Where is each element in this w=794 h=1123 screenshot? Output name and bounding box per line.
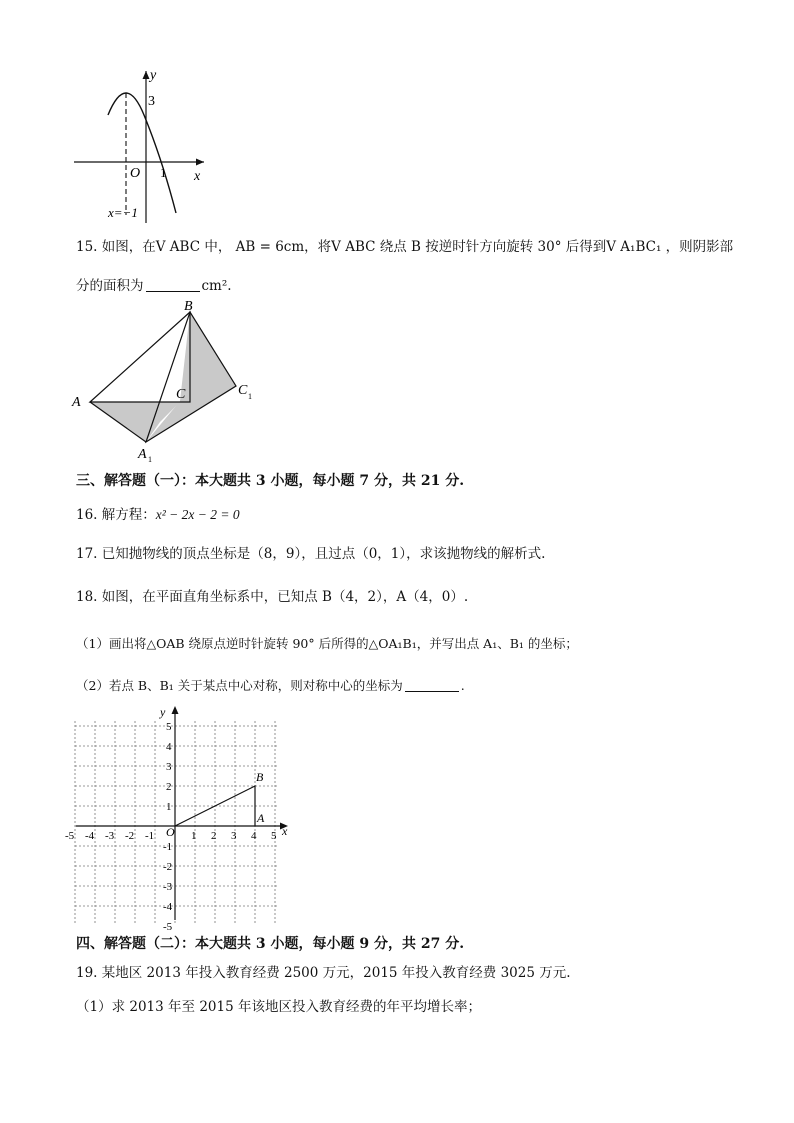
q15-line2: 分的面积为 cm². [76,278,232,294]
label-c1: C [238,383,248,398]
label-a1: A [138,447,147,462]
parabola-figure [70,65,220,227]
y-tick-label: -5 [163,921,173,933]
q18-intro: 18. 如图，在平面直角坐标系中，已知点 B（4，2），A（4，0）. [76,589,469,605]
y-tick-label: 1 [166,801,172,813]
grid-point-a: A [257,811,265,825]
q18-part2: （2）若点 B、B₁ 关于某点中心对称，则对称中心的坐标为 . [76,678,465,693]
fig1-root-label: 1 [160,165,167,180]
y-tick-label: -4 [163,901,173,913]
fig1-y-label: y [150,68,157,83]
x-tick-label: 1 [191,830,197,842]
y-tick-label: 3 [166,761,172,773]
x-axis-arrow [196,159,204,166]
rotation-figure [68,298,268,463]
coordinate-grid [65,704,295,933]
fig1-x-label: x [194,169,201,184]
y-tick-label: -2 [163,861,173,873]
y-tick-label: -1 [163,841,173,853]
x-tick-label: 2 [211,830,217,842]
fig1-origin-label: O [130,166,141,181]
section-3-heading: 三、解答题（一）：本大题共 3 小题，每小题 7 分，共 21 分. [76,473,465,489]
x-tick-label: 5 [271,830,277,842]
q15-answer-blank[interactable] [146,277,200,292]
y-tick-label: 5 [166,721,172,733]
x-tick-label: 4 [251,830,257,842]
label-b: B [184,299,193,314]
grid-lines [75,721,277,923]
grid-y-label: y [160,705,166,719]
label-c: C [176,387,186,402]
x-tick-label: -1 [145,830,155,842]
label-a1-sub: 1 [148,455,152,464]
grid-origin-label: O [166,825,175,839]
x-tick-label: -2 [125,830,135,842]
q18-part1: （1）画出将△OAB 绕原点逆时针旋转 90° 后所得的△OA₁B₁，并写出点 A₁、B₁ 的坐标； [76,636,578,651]
q15-line1: 15. 如图，在V ABC 中， AB = 6cm，将V ABC 绕点 B 按逆时针方向旋转 30° 后得到V A₁BC₁ ，则阴影部 [76,239,734,255]
x-tick-label: -5 [65,830,75,842]
fig1-axis-label: x=−1 [108,205,138,220]
x-tick-label: -3 [105,830,115,842]
label-a: A [72,395,81,410]
q19-intro: 19. 某地区 2013 年投入教育经费 2500 万元，2015 年投入教育经费 3025 万元. [76,965,571,981]
q16-equation: x² − 2x − 2 = 0 [155,507,240,522]
parabola-curve [108,93,176,213]
x-tick-label: -4 [85,830,95,842]
section-4-heading: 四、解答题（二）：本大题共 3 小题，每小题 9 分，共 27 分. [76,936,465,952]
y-tick-label: 2 [166,781,172,793]
label-c1-sub: 1 [248,392,252,401]
q18-answer-blank[interactable] [405,677,459,692]
q16: 16. 解方程：x² − 2x − 2 = 0 [76,507,240,523]
y-axis-arrow [143,71,150,79]
y-tick-label: -3 [163,881,173,893]
q19-part1: （1）求 2013 年至 2015 年该地区投入教育经费的年平均增长率； [76,999,481,1015]
grid-point-b: B [256,770,264,784]
grid-x-label: x [282,824,288,838]
x-tick-label: 3 [231,830,237,842]
q17: 17. 已知抛物线的顶点坐标是（8，9），且过点（0，1），求该抛物线的解析式. [76,546,546,562]
grid-y-arrow [172,706,179,714]
y-tick-label: 4 [166,741,172,753]
fig1-intercept-label: 3 [148,94,155,109]
